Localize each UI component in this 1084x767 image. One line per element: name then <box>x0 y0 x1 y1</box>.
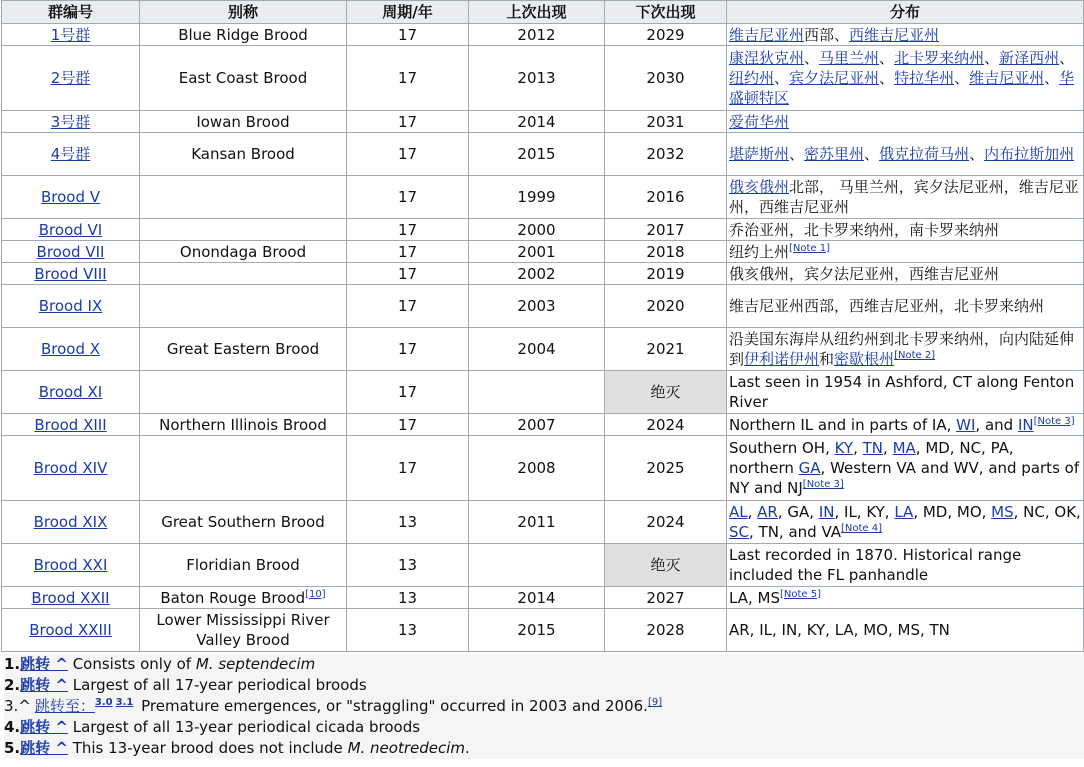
cycle-cell: 17 <box>347 24 469 46</box>
next-cell: 2032 <box>605 133 727 176</box>
distribution-text: AR, IL, IN, KY, LA, MO, MS, TN <box>729 621 950 639</box>
cycle-cell: 17 <box>347 371 469 414</box>
brood-cell <box>2 111 140 133</box>
distribution-text: 沿美国东海岸从纽约州到北卡罗来纳州，向内陆延伸到 <box>729 330 1075 368</box>
cycle-cell: 17 <box>347 285 469 328</box>
note-text: This 13-year brood does not include <box>67 739 348 757</box>
table-row <box>2 111 1084 133</box>
region-link[interactable]: MA <box>892 439 916 457</box>
region-link[interactable]: SC <box>729 523 749 541</box>
last-cell: 2014 <box>469 587 605 609</box>
distribution-text: , Western VA and WV, and parts of NY and NJ <box>729 459 1080 497</box>
table-row <box>2 133 1084 176</box>
table-row <box>2 328 1084 371</box>
region-link[interactable]: 新泽西州 <box>999 49 1060 67</box>
alias-text: Iowan Brood <box>196 112 290 131</box>
brood-link[interactable]: Brood XXI <box>33 556 108 574</box>
distribution-text: 维吉尼亚州西部，西维吉尼亚州，北卡罗来纳州 <box>729 297 1045 315</box>
note-item <box>4 717 1084 738</box>
note-number: 2. <box>4 676 21 694</box>
next-cell: 2018 <box>605 241 727 263</box>
region-link[interactable]: 华盛顿特区 <box>729 69 1075 107</box>
table-row <box>2 24 1084 46</box>
distribution-text: , MD, MO, <box>913 503 992 521</box>
last-cell: 2013 <box>469 46 605 111</box>
alias-cell <box>140 263 347 285</box>
region-link[interactable]: KY <box>834 439 854 457</box>
table-row <box>2 544 1084 587</box>
distribution-text: 、 <box>789 145 805 163</box>
distribution-text: , GA, <box>777 503 819 521</box>
note-number: 3.^ <box>4 697 31 715</box>
last-cell: 2001 <box>469 241 605 263</box>
alias-cell <box>140 414 347 436</box>
brood-cell <box>2 436 140 501</box>
header-distribution[interactable]: 分布 <box>727 1 1084 24</box>
distribution-cell <box>727 436 1084 501</box>
note-text: Premature emergences, or "straggling" occurred in 2003 and 2006. <box>136 697 648 715</box>
distribution-text: 、 <box>954 69 970 87</box>
brood-link[interactable]: Brood XXIII <box>29 621 112 639</box>
brood-link[interactable]: Brood XXII <box>31 588 110 607</box>
region-link[interactable]: 伊利诺伊州 <box>744 350 820 368</box>
brood-cell <box>2 263 140 285</box>
distribution-text: 、 <box>804 49 820 67</box>
alias-text: Kansan Brood <box>191 145 295 163</box>
table-body <box>2 24 1084 652</box>
jump-back-link[interactable]: 跳转 ^ <box>20 739 68 757</box>
brood-cell <box>2 328 140 371</box>
last-cell: 1999 <box>469 176 605 219</box>
distribution-text: 、 <box>774 69 790 87</box>
alias-cell <box>140 24 347 46</box>
species-name: M. septendecim <box>195 655 316 673</box>
distribution-text: 、 <box>864 145 880 163</box>
distribution-text: 、 <box>879 69 895 87</box>
region-link[interactable]: 俄亥俄州 <box>729 178 790 196</box>
region-link[interactable]: 堪萨斯州 <box>729 145 790 163</box>
brood-link[interactable]: Brood XI <box>38 383 103 401</box>
cycle-cell: 13 <box>347 609 469 652</box>
last-cell: 2015 <box>469 609 605 652</box>
cycle-cell: 17 <box>347 241 469 263</box>
alias-cell <box>140 328 347 371</box>
distribution-text: 、 <box>1044 69 1060 87</box>
next-cell: 2024 <box>605 414 727 436</box>
table-row <box>2 587 1084 609</box>
table-row <box>2 609 1084 652</box>
alias-cell <box>140 241 347 263</box>
distribution-text: 和 <box>819 350 835 368</box>
jump-back-link[interactable]: 跳转 ^ <box>20 676 68 694</box>
brood-cell <box>2 24 140 46</box>
brood-link[interactable]: 1号群 <box>50 25 91 44</box>
note-tail: . <box>465 739 470 757</box>
note-text: Largest of all 17-year periodical broods <box>67 676 367 694</box>
brood-cell <box>2 176 140 219</box>
alias-cell <box>140 587 347 609</box>
region-link[interactable]: IN <box>818 503 835 521</box>
brood-link[interactable]: Brood X <box>40 340 101 358</box>
last-cell <box>469 544 605 587</box>
distribution-cell <box>727 46 1084 111</box>
region-link[interactable]: 维吉尼亚州 <box>969 69 1045 87</box>
last-cell: 2004 <box>469 328 605 371</box>
distribution-text: , NC, OK, <box>1013 503 1081 521</box>
table-row <box>2 241 1084 263</box>
brood-cell <box>2 285 140 328</box>
cycle-cell: 17 <box>347 46 469 111</box>
alias-text: Great Southern Brood <box>161 513 325 531</box>
next-cell: 2027 <box>605 587 727 609</box>
region-link[interactable]: AL <box>729 503 748 521</box>
distribution-cell <box>727 544 1084 587</box>
table-row <box>2 501 1084 544</box>
last-cell: 2015 <box>469 133 605 176</box>
alias-text: Lower Mississippi River Valley Brood <box>156 611 330 649</box>
brood-link[interactable]: Brood VII <box>36 242 105 261</box>
note-text: Consists only of <box>67 655 196 673</box>
note-number: 4. <box>4 718 21 736</box>
distribution-text: 乔治亚州，北卡罗来纳州，南卡罗来纳州 <box>729 220 1000 239</box>
cycle-cell: 13 <box>347 544 469 587</box>
jump-back-link[interactable]: 跳转 ^ <box>20 655 68 673</box>
alias-cell <box>140 133 347 176</box>
last-cell: 2003 <box>469 285 605 328</box>
region-link[interactable]: GA <box>798 459 821 477</box>
brood-link[interactable]: Brood VIII <box>34 264 107 283</box>
next-cell: 2029 <box>605 24 727 46</box>
next-cell: 2031 <box>605 111 727 133</box>
distribution-cell <box>727 133 1084 176</box>
region-link[interactable]: 内布拉斯加州 <box>984 145 1075 163</box>
distribution-cell <box>727 111 1084 133</box>
cycle-cell: 13 <box>347 501 469 544</box>
region-link[interactable]: 密歇根州 <box>834 350 895 368</box>
brood-link[interactable]: Brood XIII <box>34 415 107 434</box>
distribution-text: Southern OH, <box>729 439 835 457</box>
brood-table <box>1 0 1084 652</box>
distribution-text: 、 <box>984 49 1000 67</box>
alias-text: Onondaga Brood <box>179 242 307 261</box>
cycle-cell: 17 <box>347 328 469 371</box>
note-text: Largest of all 13-year periodical cicada broods <box>67 718 421 736</box>
distribution-cell <box>727 285 1084 328</box>
region-link[interactable]: 特拉华州 <box>894 69 955 87</box>
next-cell: 2017 <box>605 219 727 241</box>
region-link[interactable]: 密苏里州 <box>804 145 865 163</box>
region-link[interactable]: TN <box>862 439 884 457</box>
brood-cell <box>2 414 140 436</box>
next-cell: 2028 <box>605 609 727 652</box>
distribution-text: , TN, and VA <box>749 523 842 541</box>
distribution-text: , <box>883 439 893 457</box>
distribution-cell <box>727 587 1084 609</box>
alias-text: East Coast Brood <box>178 69 308 87</box>
note-reference-link[interactable]: [Note 5] <box>779 588 821 600</box>
last-cell: 2000 <box>469 219 605 241</box>
header-last[interactable]: 上次出现 <box>469 1 605 24</box>
brood-cell <box>2 219 140 241</box>
distribution-text: LA, MS <box>729 588 780 607</box>
region-link[interactable]: 俄克拉荷马州 <box>879 145 970 163</box>
brood-link[interactable]: Brood VI <box>38 220 103 239</box>
alias-cell <box>140 285 347 328</box>
table-row <box>2 436 1084 501</box>
last-cell: 2008 <box>469 436 605 501</box>
cycle-cell: 13 <box>347 587 469 609</box>
distribution-cell <box>727 371 1084 414</box>
alias-cell <box>140 219 347 241</box>
note-item <box>4 696 1084 717</box>
header-brood[interactable]: 群编号 <box>2 1 140 24</box>
note-reference-link[interactable]: [Note 4] <box>841 523 883 534</box>
brood-cell <box>2 133 140 176</box>
table-row <box>2 414 1084 436</box>
alias-cell <box>140 371 347 414</box>
region-link[interactable]: 康涅狄克州 <box>729 49 805 67</box>
extinct-cell: 绝灭 <box>605 371 727 414</box>
alias-text: Northern Illinois Brood <box>159 415 327 434</box>
cycle-cell: 17 <box>347 111 469 133</box>
alias-cell <box>140 46 347 111</box>
table-row <box>2 285 1084 328</box>
region-link[interactable]: 北卡罗来纳州 <box>894 49 985 67</box>
distribution-cell <box>727 328 1084 371</box>
brood-link[interactable]: 2号群 <box>50 69 91 87</box>
last-cell: 2012 <box>469 24 605 46</box>
note-item <box>4 675 1084 696</box>
distribution-cell <box>727 24 1084 46</box>
jump-back-link[interactable]: 跳转至： <box>34 697 95 715</box>
brood-link[interactable]: 3号群 <box>50 112 91 131</box>
distribution-text: 、 <box>1059 49 1075 67</box>
alias-text: Blue Ridge Brood <box>178 25 308 44</box>
alias-text: Great Eastern Brood <box>166 340 320 358</box>
note-reference-link[interactable]: [Note 3] <box>802 479 844 490</box>
distribution-text: 纽约上州 <box>729 242 790 261</box>
region-link[interactable]: IN <box>1017 415 1034 434</box>
distribution-cell <box>727 219 1084 241</box>
header-next[interactable]: 下次出现 <box>605 1 727 24</box>
brood-link[interactable]: 4号群 <box>50 145 91 163</box>
alias-cell <box>140 176 347 219</box>
note-item <box>4 654 1084 675</box>
alias-cell <box>140 111 347 133</box>
region-link[interactable]: 爱荷华州 <box>729 112 790 131</box>
brood-link[interactable]: Brood IX <box>38 297 103 315</box>
distribution-cell <box>727 241 1084 263</box>
table-row <box>2 46 1084 111</box>
jump-sub-link[interactable]: 3.1 <box>115 697 134 708</box>
cycle-cell: 17 <box>347 176 469 219</box>
cycle-cell: 17 <box>347 263 469 285</box>
jump-sub-link[interactable]: 3.0 <box>94 697 113 708</box>
table-row <box>2 219 1084 241</box>
cycle-cell: 17 <box>347 414 469 436</box>
distribution-cell <box>727 609 1084 652</box>
alias-cell <box>140 501 347 544</box>
region-link[interactable]: 宾夕法尼亚州 <box>789 69 880 87</box>
table-row <box>2 176 1084 219</box>
note-reference-link[interactable]: [Note 2] <box>894 350 936 361</box>
note-reference-link[interactable]: [Note 3] <box>1033 415 1075 427</box>
cycle-cell: 17 <box>347 219 469 241</box>
table-row <box>2 263 1084 285</box>
distribution-cell <box>727 501 1084 544</box>
next-cell: 2030 <box>605 46 727 111</box>
region-link[interactable]: 西维吉尼亚州 <box>849 25 940 44</box>
alias-cell <box>140 544 347 587</box>
distribution-text: 北部， 马里兰州，宾夕法尼亚州，维吉尼亚州，西维吉尼亚州 <box>729 178 1079 216</box>
cycle-cell: 17 <box>347 436 469 501</box>
brood-cell <box>2 544 140 587</box>
distribution-text: 、 <box>969 145 985 163</box>
region-link[interactable]: 纽约州 <box>729 69 775 87</box>
reference-link[interactable]: [10] <box>305 588 326 600</box>
table-header-row <box>2 1 1084 24</box>
species-name: M. neotredecim <box>347 739 466 757</box>
note-number: 5. <box>4 739 21 757</box>
distribution-text: , <box>747 503 758 521</box>
extinct-cell: 绝灭 <box>605 544 727 587</box>
distribution-text: , MD, NC, PA, northern <box>729 439 1014 477</box>
note-reference-link[interactable]: [Note 1] <box>789 242 831 254</box>
distribution-text: Last recorded in 1870. Historical range included the FL panhandle <box>729 546 1022 584</box>
brood-link[interactable]: Brood XIV <box>33 459 108 477</box>
distribution-cell <box>727 176 1084 219</box>
alias-cell <box>140 609 347 652</box>
last-cell: 2014 <box>469 111 605 133</box>
region-link[interactable]: 马里兰州 <box>819 49 880 67</box>
next-cell: 2024 <box>605 501 727 544</box>
distribution-cell <box>727 414 1084 436</box>
distribution-text: 、 <box>879 49 895 67</box>
note-item <box>4 738 1084 759</box>
alias-cell <box>140 436 347 501</box>
brood-cell <box>2 501 140 544</box>
distribution-text: , and <box>975 415 1018 434</box>
table-row <box>2 371 1084 414</box>
cycle-cell: 17 <box>347 133 469 176</box>
brood-link[interactable]: Brood V <box>40 188 101 206</box>
notes-list <box>4 654 1084 759</box>
last-cell: 2002 <box>469 263 605 285</box>
last-cell <box>469 371 605 414</box>
region-link[interactable]: MS <box>991 503 1014 521</box>
distribution-text: Northern IL and in parts of IA, <box>729 415 957 434</box>
last-cell: 2011 <box>469 501 605 544</box>
alias-text: Baton Rouge Brood <box>160 588 306 607</box>
brood-cell <box>2 371 140 414</box>
region-link[interactable]: WI <box>956 415 976 434</box>
alias-text: Floridian Brood <box>186 556 300 574</box>
distribution-text: 西部、 <box>804 25 850 44</box>
distribution-text: Last seen in 1954 in Ashford, CT along Fenton River <box>729 373 1075 411</box>
distribution-cell <box>727 263 1084 285</box>
distribution-text: , <box>853 439 863 457</box>
next-cell: 2020 <box>605 285 727 328</box>
header-cycle[interactable]: 周期/年 <box>347 1 469 24</box>
reference-link[interactable]: [9] <box>647 697 663 708</box>
distribution-text: 俄亥俄州，宾夕法尼亚州，西维吉尼亚州 <box>729 264 1000 283</box>
region-link[interactable]: AR <box>757 503 778 521</box>
brood-link[interactable]: Brood XIX <box>33 513 108 531</box>
region-link[interactable]: 维吉尼亚州 <box>729 25 805 44</box>
region-link[interactable]: LA <box>894 503 914 521</box>
next-cell: 2016 <box>605 176 727 219</box>
brood-cell <box>2 241 140 263</box>
distribution-text: , IL, KY, <box>834 503 895 521</box>
brood-cell <box>2 609 140 652</box>
brood-cell <box>2 587 140 609</box>
next-cell: 2025 <box>605 436 727 501</box>
note-number: 1. <box>4 655 21 673</box>
header-alias[interactable]: 别称 <box>140 1 347 24</box>
jump-back-link[interactable]: 跳转 ^ <box>20 718 68 736</box>
brood-cell <box>2 46 140 111</box>
last-cell: 2007 <box>469 414 605 436</box>
next-cell: 2021 <box>605 328 727 371</box>
next-cell: 2019 <box>605 263 727 285</box>
